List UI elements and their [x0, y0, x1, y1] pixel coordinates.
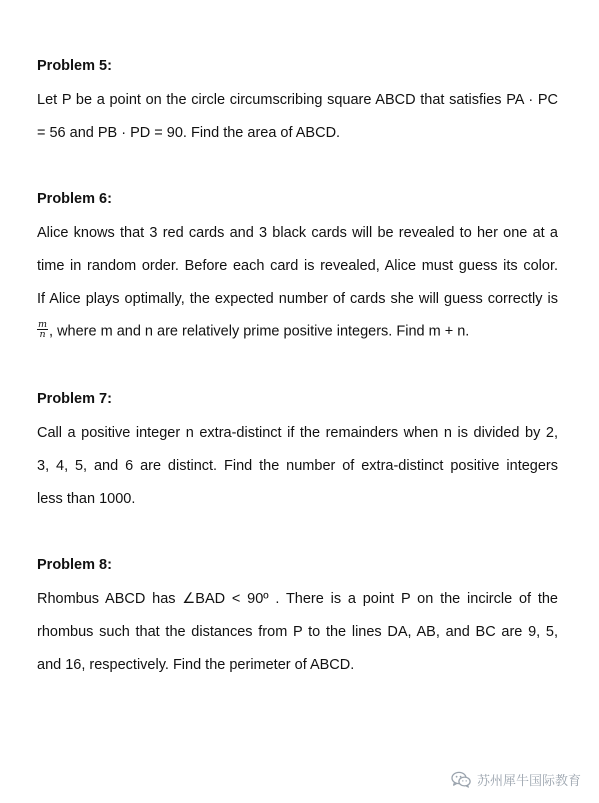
problem-8-heading: Problem 8: [37, 557, 112, 573]
wechat-icon [451, 771, 471, 788]
problem-5-line-1 [37, 91, 558, 109]
problem-7-line-3: less than 1000. [37, 491, 136, 507]
fraction-m-over-n [37, 320, 48, 339]
problem-7-heading: Problem 7: [37, 391, 112, 407]
problem-6-line-4 [37, 319, 470, 341]
problem-5-heading: Problem 5: [37, 58, 112, 74]
fraction-denominator: n [39, 329, 46, 340]
problem-8-line-3: and 16, respectively. Find the perimeter of ABCD. [37, 657, 355, 673]
problem-8-text-2: rhombus such that the distances from P to the lines DA, AB, and BC are 9, 5, [37, 624, 558, 640]
problem-6-text-1: Alice knows that 3 red cards and 3 black cards will be revealed to her one at a [37, 225, 558, 241]
problem-6-line-1 [37, 224, 558, 242]
problem-7-line-1 [37, 424, 558, 442]
problem-7-line-2 [37, 457, 558, 475]
problem-6-text-4: , where m and n are relatively prime positive integers. Find m + n. [49, 323, 470, 340]
problem-6-text-3: If Alice plays optimally, the expected number of cards she will guess correctly is [37, 291, 558, 307]
problem-6-line-2 [37, 257, 558, 275]
watermark [451, 770, 581, 789]
problem-8-line-2 [37, 623, 558, 641]
problem-6-text-2: time in random order. Before each card is revealed, Alice must guess its color. [37, 258, 558, 274]
problem-8-text-1: Rhombus ABCD has ∠BAD < 90º . There is a point P on the incircle of the [37, 591, 558, 607]
problem-6-line-3 [37, 290, 558, 308]
problem-6-heading: Problem 6: [37, 191, 112, 207]
problem-7-text-1: Call a positive integer n extra-distinct if the remainders when n is divided by 2, [37, 425, 558, 441]
problem-7-text-2: 3, 4, 5, and 6 are distinct. Find the number of extra-distinct positive integers [37, 458, 558, 474]
watermark-text: 苏州犀牛国际教育 [476, 774, 581, 789]
problem-8-line-1 [37, 590, 558, 608]
problem-5-text-1: Let P be a point on the circle circumscribing square ABCD that satisfies PA · PC [37, 92, 558, 108]
fraction-numerator: m [38, 319, 48, 330]
problem-5-line-2: = 56 and PB · PD = 90. Find the area of ABCD. [37, 125, 341, 141]
